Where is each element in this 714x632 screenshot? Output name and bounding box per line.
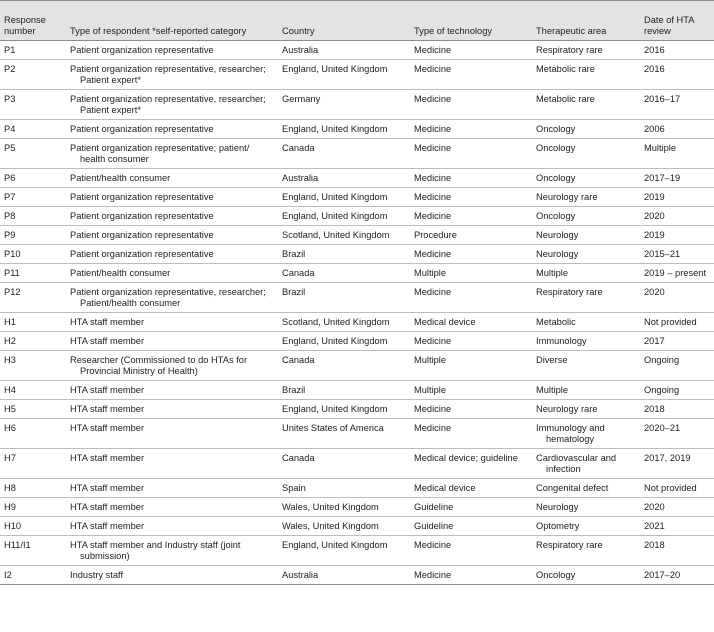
cell-technology-type: Medicine bbox=[410, 400, 532, 419]
table-row bbox=[0, 400, 714, 419]
cell-therapeutic-area: Multiple bbox=[532, 381, 640, 400]
cell-review-date: 2018 bbox=[640, 400, 714, 419]
table-row bbox=[0, 41, 714, 60]
cell-review-date: 2020 bbox=[640, 283, 714, 313]
cell-review-date: 2020–21 bbox=[640, 419, 714, 449]
cell-technology-type: Medicine bbox=[410, 245, 532, 264]
table-row bbox=[0, 169, 714, 188]
cell-therapeutic-area: Oncology bbox=[532, 566, 640, 585]
cell-respondent-type: Patient/health consumer bbox=[66, 169, 278, 188]
cell-review-date: 2018 bbox=[640, 536, 714, 566]
cell-response-number: P7 bbox=[0, 188, 66, 207]
table-row bbox=[0, 283, 714, 313]
cell-therapeutic-area: Neurology bbox=[532, 245, 640, 264]
cell-response-number: P3 bbox=[0, 90, 66, 120]
header-respondent-type: Type of respondent *self-reported category bbox=[66, 1, 278, 41]
cell-respondent-type: HTA staff member and Industry staff (joint submission) bbox=[66, 536, 278, 566]
cell-therapeutic-area: Cardiovascular and infection bbox=[532, 449, 640, 479]
cell-technology-type: Medical device; guideline bbox=[410, 449, 532, 479]
cell-response-number: H8 bbox=[0, 479, 66, 498]
cell-therapeutic-area: Oncology bbox=[532, 207, 640, 226]
cell-response-number: H1 bbox=[0, 313, 66, 332]
cell-response-number: P6 bbox=[0, 169, 66, 188]
cell-technology-type: Medicine bbox=[410, 169, 532, 188]
cell-response-number: H11/I1 bbox=[0, 536, 66, 566]
cell-respondent-type: HTA staff member bbox=[66, 313, 278, 332]
cell-therapeutic-area: Oncology bbox=[532, 139, 640, 169]
cell-therapeutic-area: Neurology rare bbox=[532, 188, 640, 207]
cell-review-date: 2017 bbox=[640, 332, 714, 351]
cell-response-number: P12 bbox=[0, 283, 66, 313]
cell-review-date: 2021 bbox=[640, 517, 714, 536]
cell-respondent-type: Patient organization representative bbox=[66, 41, 278, 60]
cell-respondent-type: Patient organization representative bbox=[66, 226, 278, 245]
cell-review-date: 2020 bbox=[640, 207, 714, 226]
cell-technology-type: Medicine bbox=[410, 536, 532, 566]
cell-country: Germany bbox=[278, 90, 410, 120]
cell-review-date: 2017–20 bbox=[640, 566, 714, 585]
table-row bbox=[0, 517, 714, 536]
table-row bbox=[0, 351, 714, 381]
table-row bbox=[0, 479, 714, 498]
cell-therapeutic-area: Respiratory rare bbox=[532, 41, 640, 60]
table-row bbox=[0, 313, 714, 332]
cell-country: Australia bbox=[278, 41, 410, 60]
cell-response-number: P5 bbox=[0, 139, 66, 169]
cell-respondent-type: Patient organization representative, researcher; Patient expert* bbox=[66, 90, 278, 120]
header-therapeutic-area: Therapeutic area bbox=[532, 1, 640, 41]
table-row bbox=[0, 419, 714, 449]
cell-technology-type: Medical device bbox=[410, 479, 532, 498]
cell-country: Australia bbox=[278, 169, 410, 188]
cell-technology-type: Guideline bbox=[410, 517, 532, 536]
cell-respondent-type: HTA staff member bbox=[66, 332, 278, 351]
cell-therapeutic-area: Metabolic bbox=[532, 313, 640, 332]
cell-respondent-type: Industry staff bbox=[66, 566, 278, 585]
cell-response-number: P10 bbox=[0, 245, 66, 264]
cell-review-date: 2019 bbox=[640, 226, 714, 245]
cell-respondent-type: HTA staff member bbox=[66, 400, 278, 419]
cell-therapeutic-area: Optometry bbox=[532, 517, 640, 536]
cell-review-date: Multiple bbox=[640, 139, 714, 169]
cell-country: Canada bbox=[278, 449, 410, 479]
cell-therapeutic-area: Oncology bbox=[532, 169, 640, 188]
cell-response-number: P8 bbox=[0, 207, 66, 226]
cell-technology-type: Multiple bbox=[410, 264, 532, 283]
table-row bbox=[0, 245, 714, 264]
table-row bbox=[0, 188, 714, 207]
cell-respondent-type: Patient organization representative bbox=[66, 188, 278, 207]
cell-therapeutic-area: Metabolic rare bbox=[532, 60, 640, 90]
cell-review-date: 2016 bbox=[640, 60, 714, 90]
header-review-date: Date of HTA review bbox=[640, 1, 714, 41]
cell-country: Brazil bbox=[278, 245, 410, 264]
cell-country: Wales, United Kingdom bbox=[278, 517, 410, 536]
table-row bbox=[0, 498, 714, 517]
cell-review-date: 2017–19 bbox=[640, 169, 714, 188]
cell-therapeutic-area: Neurology bbox=[532, 498, 640, 517]
cell-respondent-type: Patient/health consumer bbox=[66, 264, 278, 283]
cell-respondent-type: HTA staff member bbox=[66, 449, 278, 479]
cell-therapeutic-area: Multiple bbox=[532, 264, 640, 283]
cell-technology-type: Medicine bbox=[410, 120, 532, 139]
cell-therapeutic-area: Respiratory rare bbox=[532, 536, 640, 566]
cell-response-number: H5 bbox=[0, 400, 66, 419]
cell-country: England, United Kingdom bbox=[278, 332, 410, 351]
cell-respondent-type: HTA staff member bbox=[66, 498, 278, 517]
header-response-number: Response number bbox=[0, 1, 66, 41]
cell-response-number: H4 bbox=[0, 381, 66, 400]
cell-therapeutic-area: Neurology rare bbox=[532, 400, 640, 419]
cell-response-number: P1 bbox=[0, 41, 66, 60]
table-row bbox=[0, 381, 714, 400]
cell-response-number: P4 bbox=[0, 120, 66, 139]
cell-technology-type: Medicine bbox=[410, 139, 532, 169]
cell-country: Canada bbox=[278, 264, 410, 283]
cell-technology-type: Procedure bbox=[410, 226, 532, 245]
cell-therapeutic-area: Metabolic rare bbox=[532, 90, 640, 120]
table-row bbox=[0, 332, 714, 351]
table-row bbox=[0, 60, 714, 90]
cell-response-number: P9 bbox=[0, 226, 66, 245]
table-row bbox=[0, 207, 714, 226]
cell-therapeutic-area: Congenital defect bbox=[532, 479, 640, 498]
table-row bbox=[0, 226, 714, 245]
cell-review-date: 2015–21 bbox=[640, 245, 714, 264]
cell-therapeutic-area: Diverse bbox=[532, 351, 640, 381]
cell-respondent-type: Patient organization representative bbox=[66, 207, 278, 226]
cell-review-date: 2016 bbox=[640, 41, 714, 60]
cell-response-number: P11 bbox=[0, 264, 66, 283]
header-country: Country bbox=[278, 1, 410, 41]
table-row bbox=[0, 90, 714, 120]
table-row bbox=[0, 449, 714, 479]
cell-country: Wales, United Kingdom bbox=[278, 498, 410, 517]
cell-technology-type: Medical device bbox=[410, 313, 532, 332]
cell-response-number: I2 bbox=[0, 566, 66, 585]
cell-technology-type: Medicine bbox=[410, 207, 532, 226]
cell-respondent-type: Patient organization representative, researcher; Patient/health consumer bbox=[66, 283, 278, 313]
cell-country: Canada bbox=[278, 351, 410, 381]
table-row bbox=[0, 120, 714, 139]
cell-review-date: Ongoing bbox=[640, 351, 714, 381]
cell-respondent-type: HTA staff member bbox=[66, 517, 278, 536]
cell-technology-type: Medicine bbox=[410, 41, 532, 60]
cell-response-number: P2 bbox=[0, 60, 66, 90]
cell-review-date: 2019 – present bbox=[640, 264, 714, 283]
cell-review-date: 2016–17 bbox=[640, 90, 714, 120]
cell-country: Canada bbox=[278, 139, 410, 169]
table-row bbox=[0, 264, 714, 283]
cell-review-date: 2017, 2019 bbox=[640, 449, 714, 479]
cell-respondent-type: HTA staff member bbox=[66, 419, 278, 449]
cell-respondent-type: HTA staff member bbox=[66, 479, 278, 498]
cell-respondent-type: Patient organization representative bbox=[66, 120, 278, 139]
cell-respondent-type: Patient organization representative; patient/ health consumer bbox=[66, 139, 278, 169]
cell-therapeutic-area: Oncology bbox=[532, 120, 640, 139]
cell-country: England, United Kingdom bbox=[278, 207, 410, 226]
cell-respondent-type: Researcher (Commissioned to do HTAs for Provincial Ministry of Health) bbox=[66, 351, 278, 381]
cell-country: England, United Kingdom bbox=[278, 536, 410, 566]
cell-therapeutic-area: Immunology and hematology bbox=[532, 419, 640, 449]
cell-technology-type: Medicine bbox=[410, 90, 532, 120]
cell-review-date: 2020 bbox=[640, 498, 714, 517]
cell-therapeutic-area: Immunology bbox=[532, 332, 640, 351]
cell-review-date: Not provided bbox=[640, 313, 714, 332]
cell-response-number: H2 bbox=[0, 332, 66, 351]
cell-technology-type: Medicine bbox=[410, 188, 532, 207]
cell-response-number: H3 bbox=[0, 351, 66, 381]
cell-country: Brazil bbox=[278, 283, 410, 313]
cell-technology-type: Medicine bbox=[410, 332, 532, 351]
cell-country: England, United Kingdom bbox=[278, 400, 410, 419]
table-row bbox=[0, 536, 714, 566]
cell-country: Spain bbox=[278, 479, 410, 498]
cell-technology-type: Medicine bbox=[410, 60, 532, 90]
cell-response-number: H6 bbox=[0, 419, 66, 449]
cell-country: England, United Kingdom bbox=[278, 60, 410, 90]
cell-technology-type: Medicine bbox=[410, 566, 532, 585]
table-header-row bbox=[0, 1, 714, 41]
cell-country: Australia bbox=[278, 566, 410, 585]
cell-respondent-type: HTA staff member bbox=[66, 381, 278, 400]
cell-respondent-type: Patient organization representative, researcher; Patient expert* bbox=[66, 60, 278, 90]
cell-country: Scotland, United Kingdom bbox=[278, 313, 410, 332]
cell-technology-type: Medicine bbox=[410, 419, 532, 449]
cell-response-number: H9 bbox=[0, 498, 66, 517]
table-row bbox=[0, 139, 714, 169]
cell-country: England, United Kingdom bbox=[278, 120, 410, 139]
cell-technology-type: Multiple bbox=[410, 381, 532, 400]
cell-country: Scotland, United Kingdom bbox=[278, 226, 410, 245]
header-technology-type: Type of technology bbox=[410, 1, 532, 41]
cell-technology-type: Multiple bbox=[410, 351, 532, 381]
cell-response-number: H7 bbox=[0, 449, 66, 479]
cell-respondent-type: Patient organization representative bbox=[66, 245, 278, 264]
cell-country: England, United Kingdom bbox=[278, 188, 410, 207]
cell-country: Brazil bbox=[278, 381, 410, 400]
cell-therapeutic-area: Respiratory rare bbox=[532, 283, 640, 313]
table-row bbox=[0, 566, 714, 585]
cell-review-date: Not provided bbox=[640, 479, 714, 498]
cell-review-date: 2019 bbox=[640, 188, 714, 207]
cell-review-date: Ongoing bbox=[640, 381, 714, 400]
cell-technology-type: Guideline bbox=[410, 498, 532, 517]
cell-therapeutic-area: Neurology bbox=[532, 226, 640, 245]
cell-response-number: H10 bbox=[0, 517, 66, 536]
cell-technology-type: Medicine bbox=[410, 283, 532, 313]
cell-country: Unites States of America bbox=[278, 419, 410, 449]
cell-review-date: 2006 bbox=[640, 120, 714, 139]
